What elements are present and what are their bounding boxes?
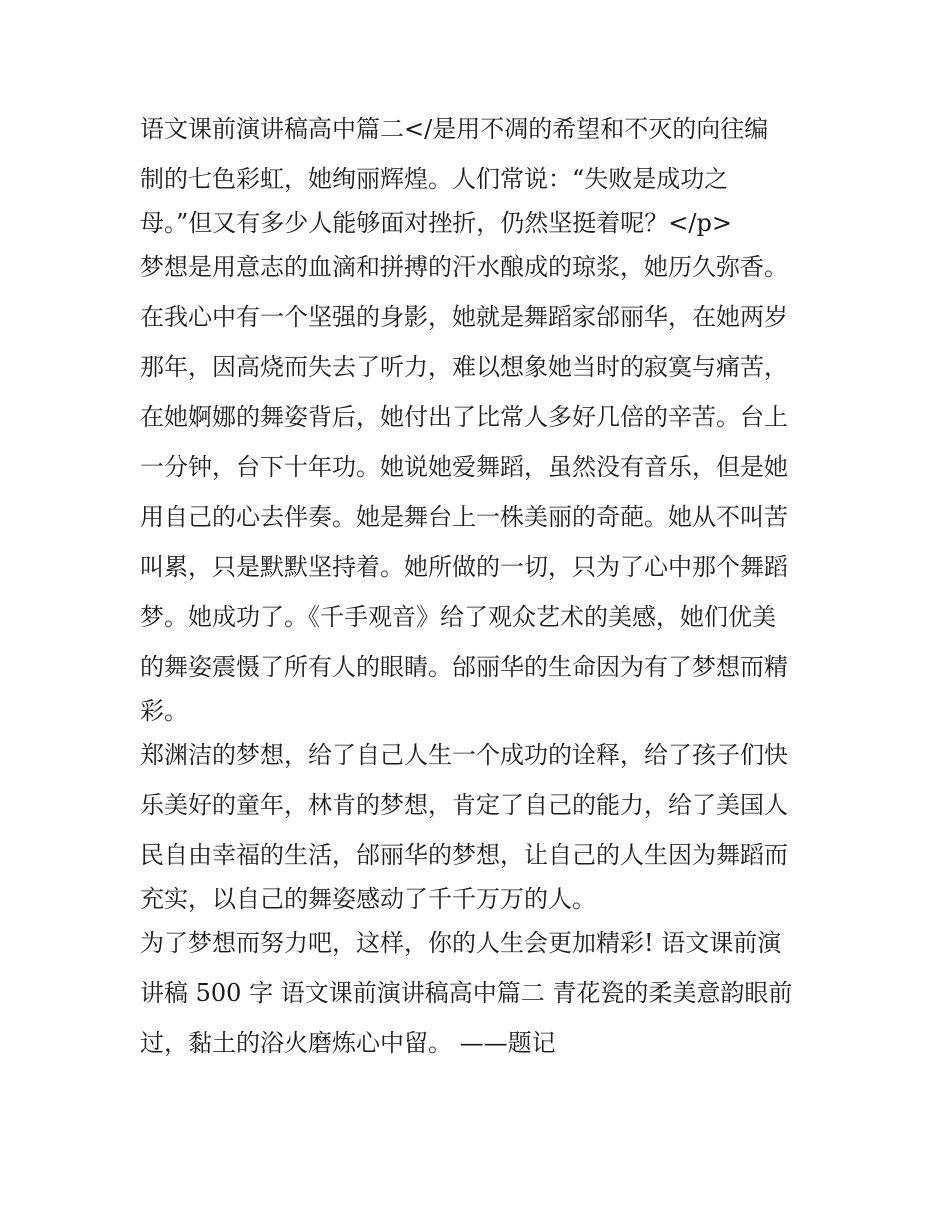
text-line: 梦。她成功了。《千手观音》给了观众艺术的美感，她们优美	[140, 603, 776, 631]
text-line: 彩。	[140, 697, 188, 725]
paragraph-1	[140, 104, 815, 242]
text-line: 用自己的心去伴奏。她是舞台上一株美丽的奇葩。她从不叫苦	[140, 503, 788, 531]
document-body	[140, 104, 815, 1068]
text-line: 充实，以自己的舞姿感动了千千万万的人。	[140, 885, 596, 913]
text-line: 过，黏土的浴火磨炼心中留。 ——题记	[140, 1029, 556, 1057]
text-line: 那年，因高烧而失去了听力，难以想象她当时的寂寞与痛苦，	[140, 353, 788, 381]
paragraph-2	[140, 242, 815, 730]
text-line: 乐美好的童年，林肯的梦想，肯定了自己的能力，给了美国人	[140, 791, 788, 819]
text-line: 语文课前演讲稿高中篇二</是用不凋的希望和不灭的向往编	[140, 115, 769, 143]
text-line: 叫累，只是默默坚持着。她所做的一切，只为了心中那个舞蹈	[140, 553, 788, 581]
text-line: 在我心中有一个坚强的身影，她就是舞蹈家邰丽华，在她两岁	[140, 303, 788, 331]
paragraph-4	[140, 918, 815, 1068]
text-line: 的舞姿震慑了所有人的眼睛。邰丽华的生命因为有了梦想而精	[140, 653, 788, 681]
text-line: 讲稿 500 字 语文课前演讲稿高中篇二 青花瓷的柔美意韵眼前	[140, 979, 793, 1007]
text-line: 在她婀娜的舞姿背后，她付出了比常人多好几倍的辛苦。台上	[140, 403, 788, 431]
text-line: 民自由幸福的生活，邰丽华的梦想，让自己的人生因为舞蹈而	[140, 841, 788, 869]
text-line: 一分钟，台下十年功。她说她爱舞蹈，虽然没有音乐，但是她	[140, 453, 788, 481]
text-line: 为了梦想而努力吧，这样，你的人生会更加精彩! 语文课前演	[140, 929, 782, 957]
text-line: 郑渊洁的梦想，给了自己人生一个成功的诠释，给了孩子们快	[140, 741, 788, 769]
text-line: 母。”但又有多少人能够面对挫折，仍然坚挺着呢？</p>	[140, 209, 732, 237]
text-line: 制的七色彩虹，她绚丽辉煌。人们常说：“失败是成功之	[140, 165, 729, 193]
text-line: 梦想是用意志的血滴和拼搏的汗水酿成的琼浆，她历久弥香。	[140, 253, 788, 281]
paragraph-3	[140, 730, 815, 918]
